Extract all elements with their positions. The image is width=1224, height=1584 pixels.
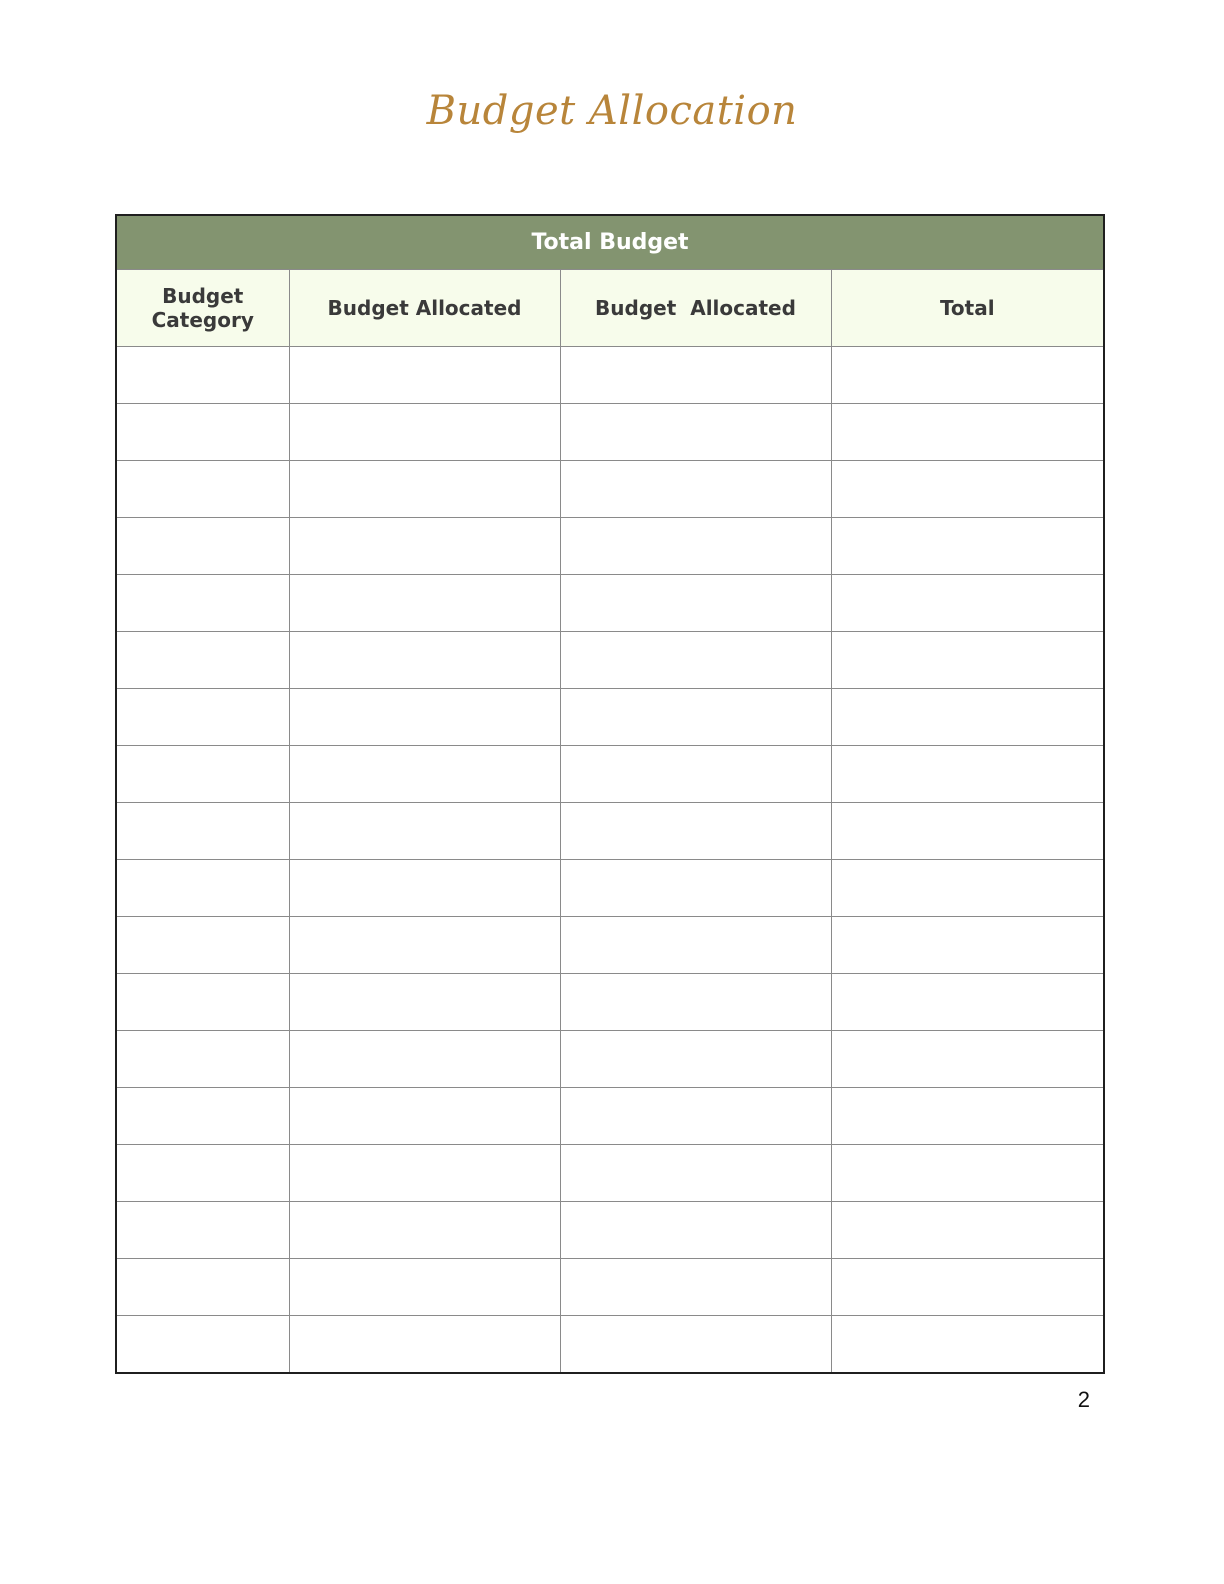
cell-budget-category[interactable] xyxy=(116,1088,289,1145)
cell-budget-allocated-2[interactable] xyxy=(560,575,831,632)
cell-total[interactable] xyxy=(831,917,1104,974)
cell-budget-allocated-2[interactable] xyxy=(560,1145,831,1202)
table-row xyxy=(116,1259,1104,1316)
page-number: 2 xyxy=(1077,1387,1090,1412)
cell-budget-allocated[interactable] xyxy=(289,1031,560,1088)
cell-budget-category[interactable] xyxy=(116,632,289,689)
table-row xyxy=(116,1202,1104,1259)
cell-total[interactable] xyxy=(831,1316,1104,1374)
cell-total[interactable] xyxy=(831,974,1104,1031)
cell-budget-category[interactable] xyxy=(116,803,289,860)
table-row xyxy=(116,1145,1104,1202)
cell-budget-category[interactable] xyxy=(116,404,289,461)
banner-row xyxy=(116,215,1104,270)
cell-total[interactable] xyxy=(831,746,1104,803)
cell-budget-allocated[interactable] xyxy=(289,575,560,632)
cell-total[interactable] xyxy=(831,461,1104,518)
cell-budget-category[interactable] xyxy=(116,461,289,518)
cell-total[interactable] xyxy=(831,1088,1104,1145)
cell-total[interactable] xyxy=(831,1145,1104,1202)
column-header-budget-allocated-2: Budget Allocated xyxy=(560,270,831,347)
cell-budget-category[interactable] xyxy=(116,1259,289,1316)
cell-budget-category[interactable] xyxy=(116,518,289,575)
cell-budget-allocated-2[interactable] xyxy=(560,1031,831,1088)
table-row xyxy=(116,1088,1104,1145)
cell-budget-allocated-2[interactable] xyxy=(560,974,831,1031)
table-row xyxy=(116,575,1104,632)
cell-budget-allocated-2[interactable] xyxy=(560,860,831,917)
cell-total[interactable] xyxy=(831,1031,1104,1088)
cell-budget-allocated-2[interactable] xyxy=(560,461,831,518)
table-row xyxy=(116,689,1104,746)
cell-budget-category[interactable] xyxy=(116,1316,289,1374)
cell-budget-allocated[interactable] xyxy=(289,632,560,689)
cell-budget-category[interactable] xyxy=(116,689,289,746)
table-row xyxy=(116,632,1104,689)
budget-table xyxy=(115,214,1105,1374)
cell-budget-category[interactable] xyxy=(116,746,289,803)
table-body xyxy=(116,347,1104,1374)
column-header-total: Total xyxy=(831,270,1104,347)
cell-budget-allocated-2[interactable] xyxy=(560,803,831,860)
cell-budget-allocated-2[interactable] xyxy=(560,632,831,689)
table-row xyxy=(116,917,1104,974)
cell-budget-allocated-2[interactable] xyxy=(560,1088,831,1145)
cell-budget-category[interactable] xyxy=(116,860,289,917)
cell-budget-allocated[interactable] xyxy=(289,347,560,404)
cell-budget-category[interactable] xyxy=(116,575,289,632)
table-row xyxy=(116,461,1104,518)
table-row xyxy=(116,1031,1104,1088)
cell-budget-allocated[interactable] xyxy=(289,1145,560,1202)
cell-budget-category[interactable] xyxy=(116,347,289,404)
table-row xyxy=(116,860,1104,917)
cell-budget-allocated-2[interactable] xyxy=(560,746,831,803)
cell-budget-allocated[interactable] xyxy=(289,518,560,575)
cell-budget-allocated[interactable] xyxy=(289,974,560,1031)
cell-total[interactable] xyxy=(831,347,1104,404)
page-title: Budget Allocation xyxy=(426,88,798,134)
cell-budget-allocated-2[interactable] xyxy=(560,347,831,404)
cell-budget-allocated-2[interactable] xyxy=(560,1259,831,1316)
cell-budget-allocated-2[interactable] xyxy=(560,689,831,746)
cell-total[interactable] xyxy=(831,404,1104,461)
cell-budget-allocated[interactable] xyxy=(289,1202,560,1259)
cell-total[interactable] xyxy=(831,1202,1104,1259)
cell-budget-allocated-2[interactable] xyxy=(560,1316,831,1374)
cell-budget-allocated[interactable] xyxy=(289,1259,560,1316)
cell-budget-allocated[interactable] xyxy=(289,860,560,917)
cell-budget-allocated[interactable] xyxy=(289,746,560,803)
cell-total[interactable] xyxy=(831,803,1104,860)
cell-budget-category[interactable] xyxy=(116,1202,289,1259)
cell-budget-allocated[interactable] xyxy=(289,461,560,518)
cell-budget-category[interactable] xyxy=(116,1031,289,1088)
cell-budget-allocated-2[interactable] xyxy=(560,1202,831,1259)
cell-budget-allocated-2[interactable] xyxy=(560,404,831,461)
cell-budget-allocated[interactable] xyxy=(289,689,560,746)
cell-total[interactable] xyxy=(831,575,1104,632)
cell-budget-allocated[interactable] xyxy=(289,404,560,461)
table-row xyxy=(116,974,1104,1031)
column-header-row xyxy=(116,270,1104,347)
cell-budget-allocated[interactable] xyxy=(289,1316,560,1374)
total-budget-banner: Total Budget xyxy=(116,215,1104,270)
cell-total[interactable] xyxy=(831,689,1104,746)
table-row xyxy=(116,1316,1104,1374)
column-header-budget-category: Budget Category xyxy=(116,270,289,347)
cell-total[interactable] xyxy=(831,860,1104,917)
cell-budget-allocated[interactable] xyxy=(289,917,560,974)
cell-total[interactable] xyxy=(831,1259,1104,1316)
table-row xyxy=(116,803,1104,860)
table-row xyxy=(116,404,1104,461)
cell-budget-allocated-2[interactable] xyxy=(560,518,831,575)
table-row xyxy=(116,746,1104,803)
table-row xyxy=(116,347,1104,404)
cell-total[interactable] xyxy=(831,518,1104,575)
cell-budget-allocated[interactable] xyxy=(289,803,560,860)
cell-budget-category[interactable] xyxy=(116,917,289,974)
cell-budget-category[interactable] xyxy=(116,1145,289,1202)
cell-budget-allocated[interactable] xyxy=(289,1088,560,1145)
cell-budget-allocated-2[interactable] xyxy=(560,917,831,974)
column-header-budget-allocated: Budget Allocated xyxy=(289,270,560,347)
table-row xyxy=(116,518,1104,575)
cell-budget-category[interactable] xyxy=(116,974,289,1031)
cell-total[interactable] xyxy=(831,632,1104,689)
